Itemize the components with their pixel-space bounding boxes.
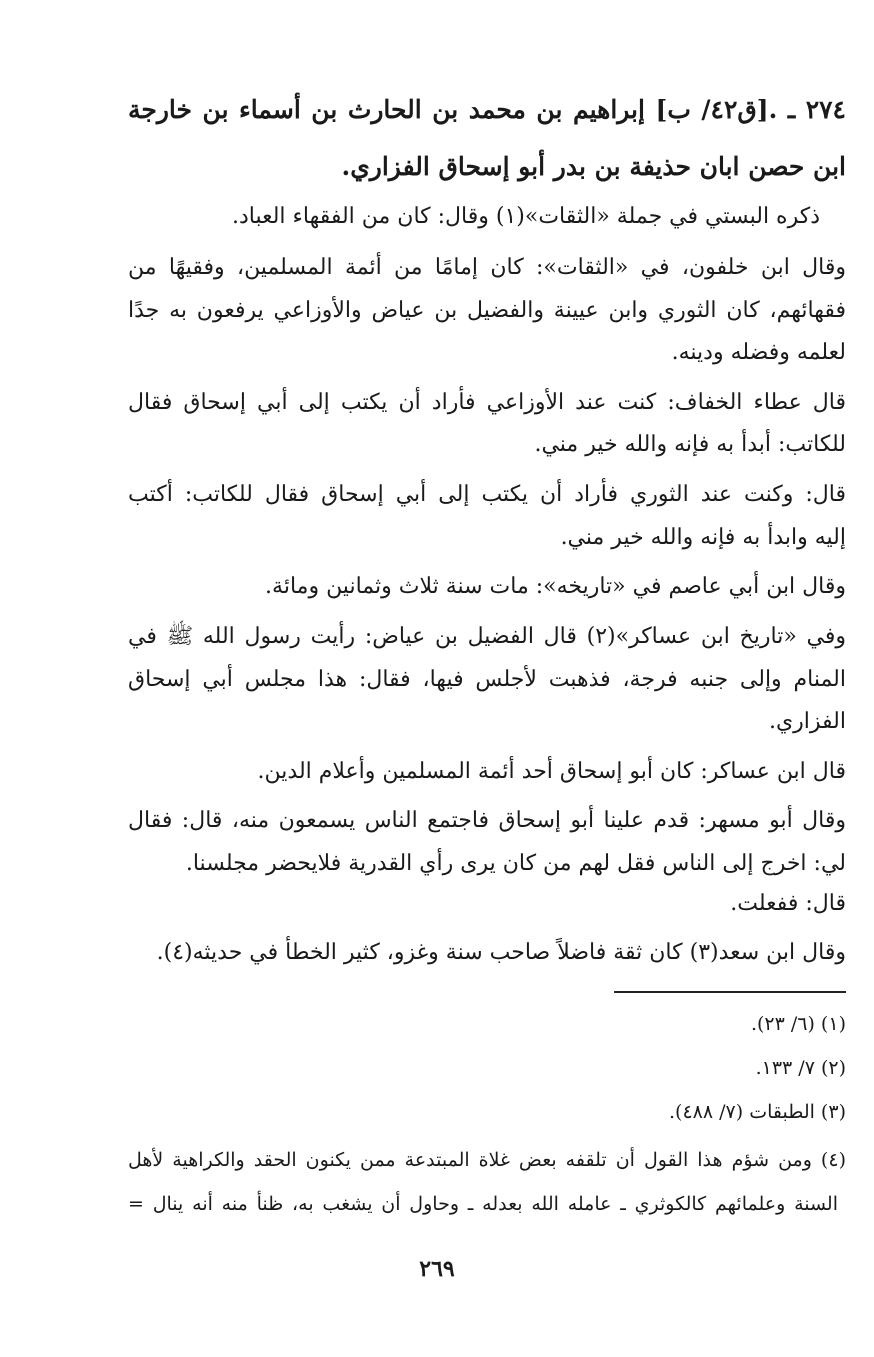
paragraph-line: لعلمه وفضله ودينه. xyxy=(671,340,846,365)
paragraph-line: وقال ابن سعد(٣) كان ثقة فاضلاً صاحب سنة وغزو، كثير الخطأ في حديثه(٤). xyxy=(156,940,846,965)
paragraph-line: قال ابن عساكر: كان أبو إسحاق أحد أئمة المسلمين وأعلام الدين. xyxy=(257,759,846,784)
paragraph-line: المنام وإلى جنبه فرجة، فذهبت لأجلس فيها، فقال: هذا مجلس أبي إسحاق xyxy=(128,667,846,692)
paragraph-line: الفزاري. xyxy=(768,709,846,734)
paragraph-line: إليه وابدأ به فإنه والله خير مني. xyxy=(560,525,846,550)
paragraph-line: وفي «تاريخ ابن عساكر»(٢) قال الفضيل بن عياض: رأيت رسول الله ﷺ في xyxy=(128,624,846,649)
entry-title-line-2: ابن حصن ابان حذيفة بن بدر أبو إسحاق الفزاري. xyxy=(341,152,846,181)
footnote-line: (١) (٦/ ٢٣). xyxy=(750,1013,846,1035)
footnote-line: (٤) ومن شؤم هذا القول أن تلقفه بعض غلاة المبتدعة ممن يكنون الحقد والكراهية لأهل xyxy=(128,1149,846,1171)
paragraph-line: قال: ففعلت. xyxy=(730,891,846,916)
entry-title-line-1: ٢٧٤ ـ .[ق٤٢/ ب] إبراهيم بن محمد بن الحارث بن أسماء بن خارجة xyxy=(128,95,846,124)
footnote-line: (٢) ٧/ ١٣٣. xyxy=(755,1057,846,1079)
paragraph-line: فقهائهم، كان الثوري وابن عيينة والفضيل بن عياض والأوزاعي يرفعون به جدًا xyxy=(128,298,846,323)
paragraph-line: وقال ابن أبي عاصم في «تاريخه»: مات سنة ثلاث وثمانين ومائة. xyxy=(265,574,846,599)
page-number: ٢٦٩ xyxy=(419,1256,455,1282)
footnote-line: (٣) الطبقات (٧/ ٤٨٨). xyxy=(669,1101,846,1123)
footnote-line: السنة وعلمائهم كالكوثري ـ عامله الله بعدله ـ وحاول أن يشغب به، ظنأ منه أنه ينال = xyxy=(128,1193,838,1215)
paragraph-line: قال: وكنت عند الثوري فأراد أن يكتب إلى أبي إسحاق فقال للكاتب: أكتب xyxy=(128,482,846,507)
footnote-separator xyxy=(614,991,846,993)
paragraph-line: قال عطاء الخفاف: كنت عند الأوزاعي فأراد أن يكتب إلى أبي إسحاق فقال xyxy=(128,390,846,415)
paragraph-line: لي: اخرج إلى الناس فقل لهم من كان يرى رأي القدرية فلايحضر مجلسنا. xyxy=(185,851,846,876)
paragraph-line: للكاتب: أبدأ به فإنه والله خير مني. xyxy=(534,432,846,457)
paragraph-line: ذكره البستي في جملة «الثقات»(١) وقال: كان من الفقهاء العباد. xyxy=(231,204,820,229)
paragraph-line: وقال أبو مسهر: قدم علينا أبو إسحاق فاجتمع الناس يسمعون منه، قال: فقال xyxy=(128,808,846,833)
paragraph-line: وقال ابن خلفون، في «الثقات»: كان إمامًا من أئمة المسلمين، وفقيهًا من xyxy=(128,255,846,280)
